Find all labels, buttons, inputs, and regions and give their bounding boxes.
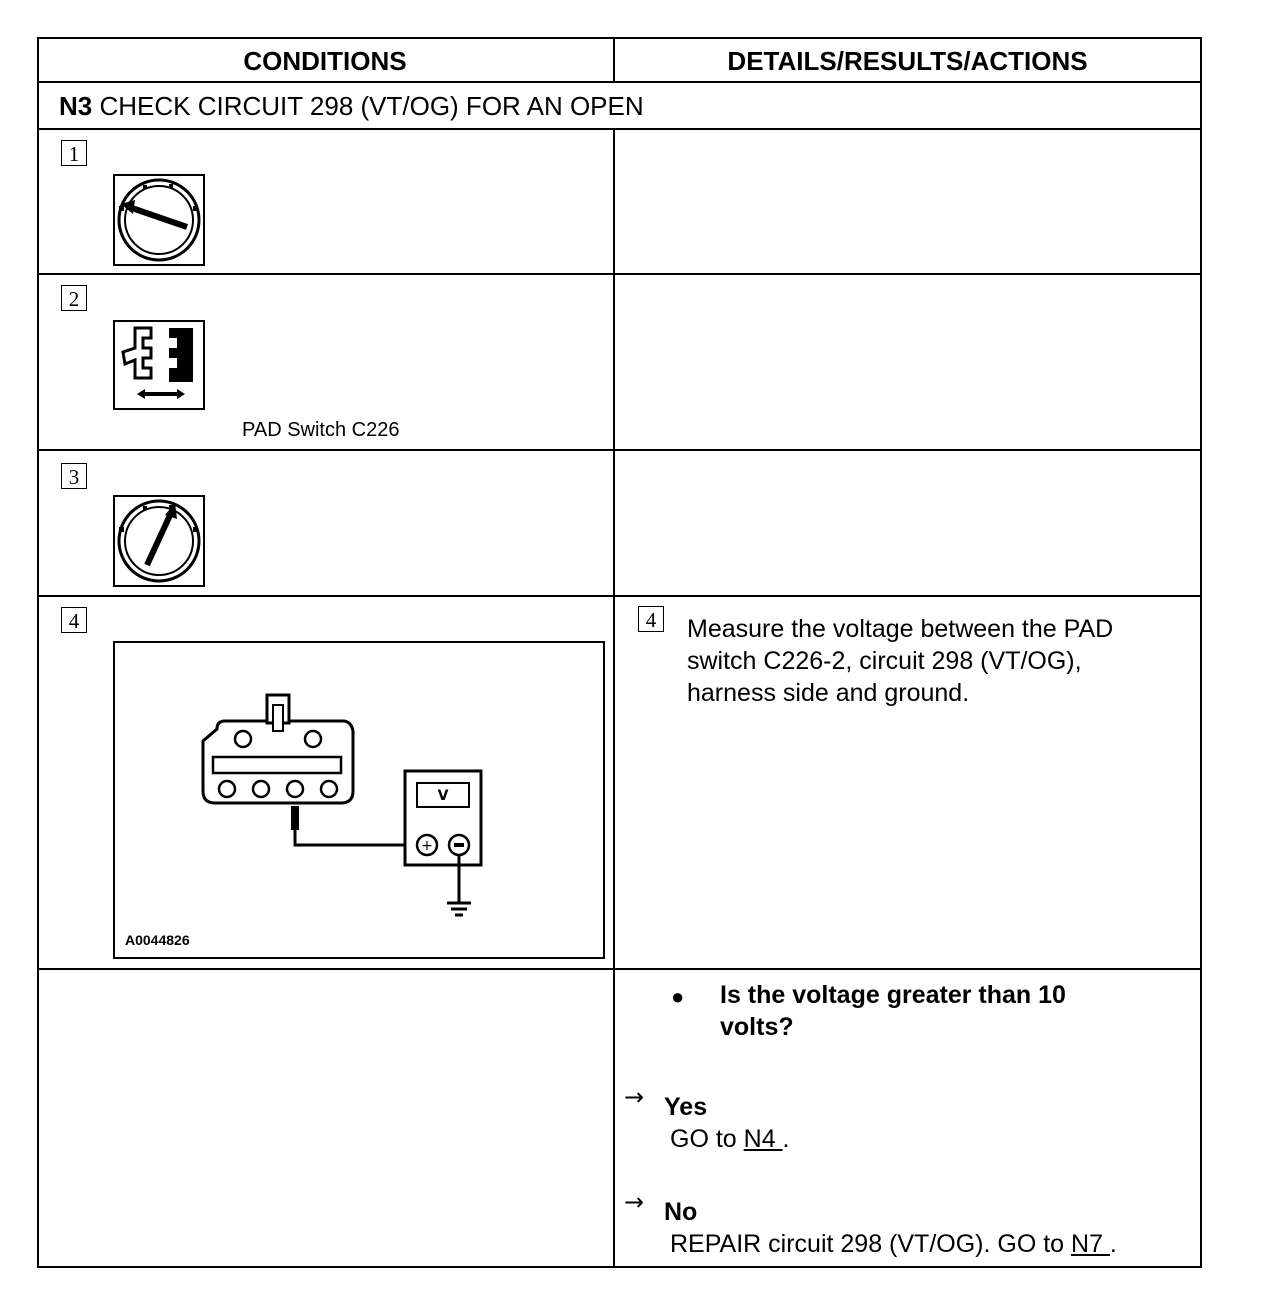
row-divider (37, 273, 1202, 275)
instruction-line: Measure the voltage between the PAD (687, 615, 1114, 643)
step-number-box: 2 (61, 285, 87, 311)
yes-label: Yes (664, 1093, 708, 1121)
no-action-suffix: . (1109, 1230, 1117, 1258)
disconnect-connector-icon (113, 320, 205, 410)
yes-action-text: GO to (670, 1125, 744, 1153)
ignition-on-icon (113, 495, 205, 587)
no-arrow-icon: → (624, 1188, 645, 1216)
question-line: Is the voltage greater than 10 (720, 981, 1066, 1009)
header-divider (37, 81, 1202, 83)
table-border-top (37, 37, 1202, 39)
question-bullet: ● (671, 984, 685, 1009)
column-divider (613, 128, 615, 1268)
table-border-left (37, 37, 39, 1268)
row-divider (37, 968, 1202, 970)
title-divider (37, 128, 1202, 130)
instruction-line: switch C226-2, circuit 298 (VT/OG), (687, 647, 1082, 675)
no-action (670, 1228, 1117, 1260)
no-label: No (664, 1198, 698, 1226)
question-line: volts? (720, 1013, 794, 1041)
svg-text:+: + (421, 838, 433, 854)
test-title-text: CHECK CIRCUIT 298 (VT/OG) FOR AN OPEN (92, 91, 644, 121)
svg-text:V: V (437, 788, 449, 804)
figure-id: A0044826 (125, 932, 190, 948)
row-divider (37, 595, 1202, 597)
ignition-off-icon (113, 174, 205, 266)
measure-instruction (687, 613, 1113, 709)
yes-action-suffix: . (782, 1125, 790, 1153)
instruction-line: harness side and ground. (687, 679, 970, 707)
connector-caption: PAD Switch C226 (242, 419, 400, 441)
no-action-text: REPAIR circuit 298 (VT/OG). GO to (670, 1230, 1072, 1258)
diagnostic-table (37, 37, 1202, 1269)
row-divider (37, 449, 1202, 451)
step-number-box: 4 (61, 607, 87, 633)
goto-n4-link[interactable]: N4 (743, 1125, 783, 1153)
voltmeter-diagram (113, 641, 605, 959)
step-number-box: 3 (61, 463, 87, 489)
header-details: DETAILS/RESULTS/ACTIONS (727, 46, 1088, 76)
step-number-box: 1 (61, 140, 87, 166)
detail-step-number-box: 4 (638, 606, 664, 632)
header-conditions: CONDITIONS (243, 46, 407, 76)
table-border-bottom (37, 1266, 1202, 1268)
yes-action (670, 1123, 790, 1155)
test-title (59, 87, 644, 125)
goto-n7-link[interactable]: N7 (1071, 1230, 1110, 1258)
question-text (720, 979, 1066, 1043)
yes-arrow-icon: → (624, 1083, 645, 1111)
test-id: N3 (59, 91, 93, 121)
table-border-right (1200, 37, 1202, 1268)
